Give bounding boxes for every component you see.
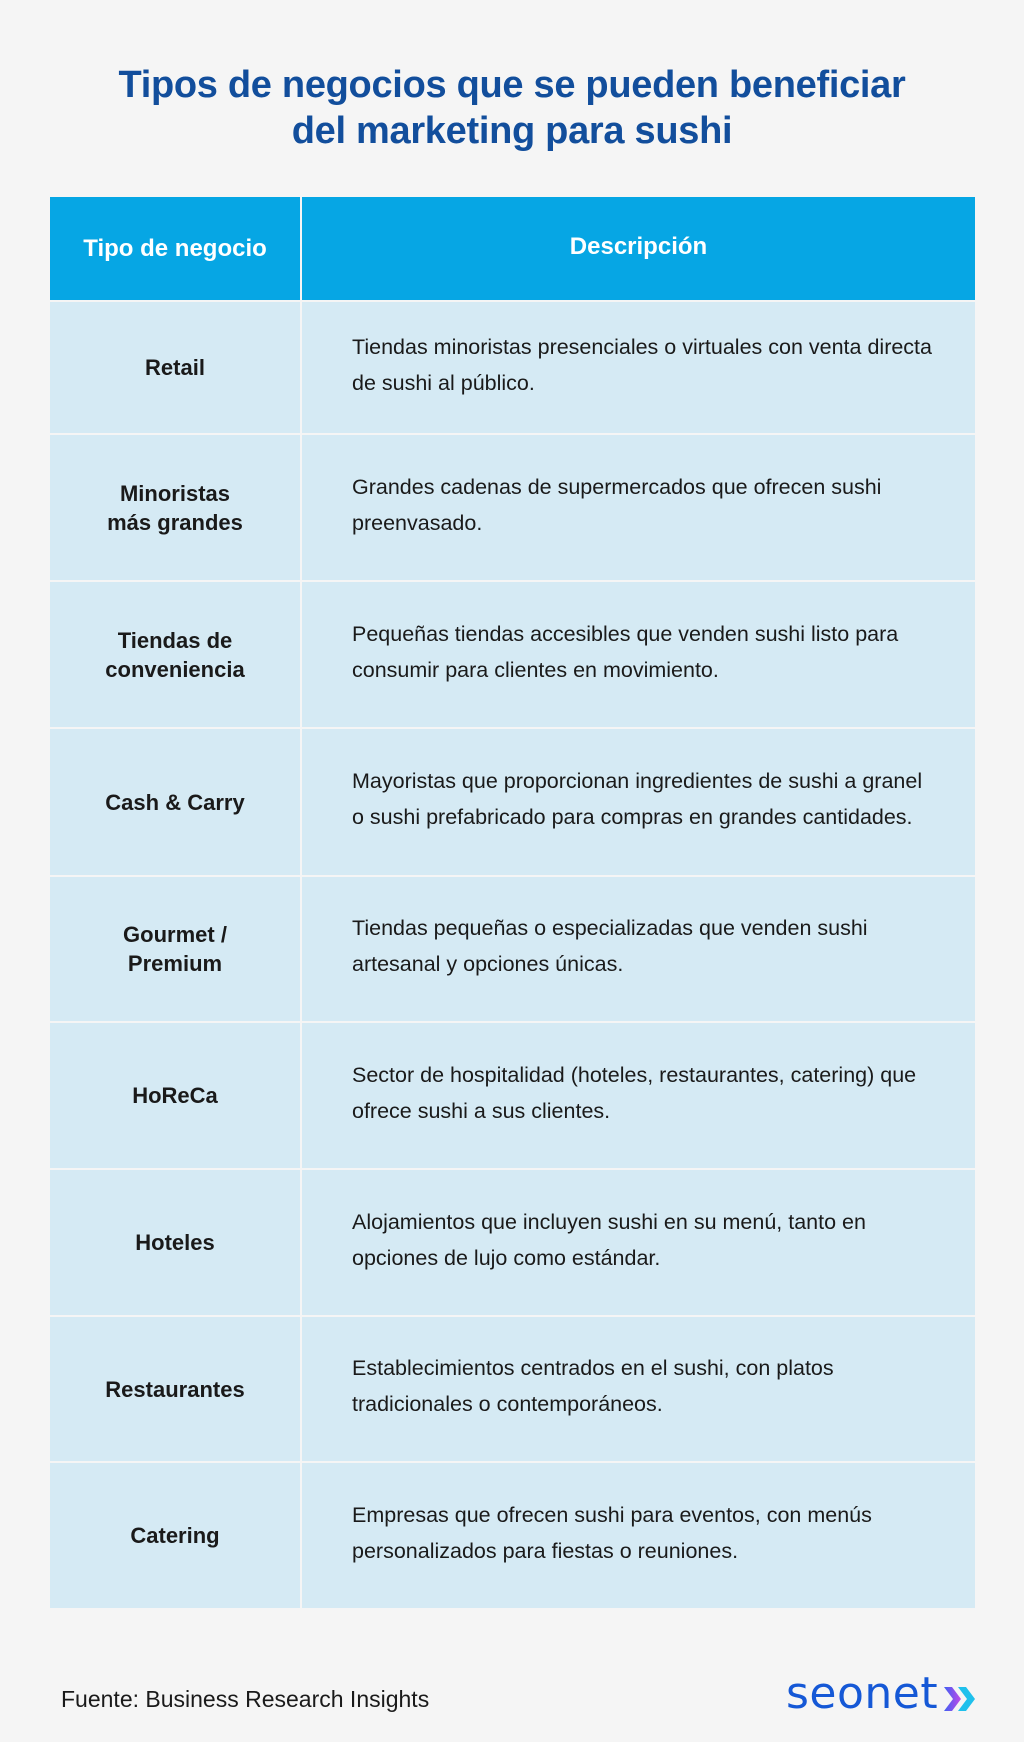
row-description: Sector de hospitalidad (hoteles, restaurantes, catering) que ofrece sushi a sus clientes.: [352, 1062, 917, 1123]
row-type: Restaurantes: [50, 1317, 302, 1461]
row-type: Cash & Carry: [50, 729, 302, 875]
table-header: [50, 197, 975, 300]
page-title: [0, 62, 1024, 154]
row-type: Minoristas más grandes: [50, 435, 302, 580]
row-description: Alojamientos que incluyen sushi en su menú, tanto en opciones de lujo como estándar.: [352, 1209, 866, 1270]
row-type: Tiendas de conveniencia: [50, 582, 302, 727]
table-row: [50, 1021, 975, 1168]
row-description: Mayoristas que proporcionan ingredientes de sushi a granel o sushi prefabricado para compras en grandes cantidades.: [352, 769, 923, 829]
table-row: [50, 1315, 975, 1461]
row-description: Empresas que ofrecen sushi para eventos, con menús personalizados para fiestas o reuniones.: [352, 1502, 872, 1563]
double-chevron-icon: [942, 1685, 978, 1713]
table-row: [50, 1168, 975, 1315]
row-type: Hoteles: [50, 1170, 302, 1315]
row-description: Establecimientos centrados en el sushi, con platos tradicionales o contemporáneos.: [352, 1356, 834, 1416]
page-title-line2: del marketing para sushi: [291, 110, 733, 152]
table-row: [50, 580, 975, 727]
row-type: HoReCa: [50, 1023, 302, 1168]
row-description: Grandes cadenas de supermercados que ofrecen sushi preenvasado.: [352, 474, 882, 535]
table-row: [50, 433, 975, 580]
row-description: Pequeñas tiendas accesibles que venden sushi listo para consumir para clientes en movimiento.: [352, 621, 899, 682]
row-description: Tiendas pequeñas o especializadas que venden sushi artesanal y opciones únicas.: [352, 916, 868, 976]
row-type: Catering: [50, 1463, 302, 1608]
source-note: Fuente: Business Research Insights: [61, 1686, 430, 1712]
header-description: Descripción: [569, 232, 708, 260]
business-types-table: [50, 197, 975, 1608]
table-row: [50, 727, 975, 875]
row-type: Retail: [50, 302, 302, 433]
seonet-logo: [786, 1668, 978, 1719]
header-business-type: Tipo de negocio: [50, 197, 302, 300]
table-row: [50, 1461, 975, 1608]
row-type: Gourmet / Premium: [50, 877, 302, 1021]
logo-text: seonet: [786, 1668, 939, 1719]
table-row: [50, 300, 975, 433]
row-description: Tiendas minoristas presenciales o virtuales con venta directa de sushi al público.: [352, 334, 932, 395]
page-title-line1: Tipos de negocios que se pueden beneficiar: [118, 64, 906, 106]
table-row: [50, 875, 975, 1021]
